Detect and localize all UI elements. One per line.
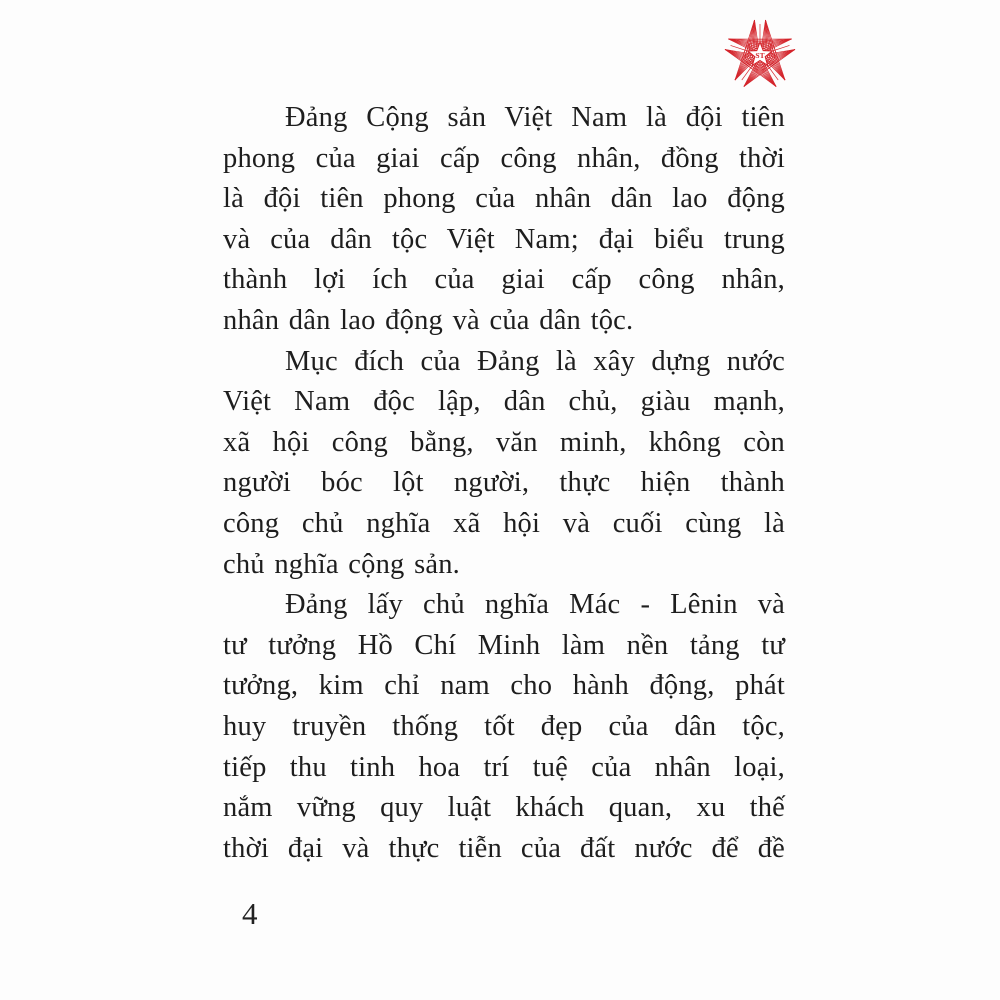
text-line: chủ nghĩa cộng sản. bbox=[223, 548, 460, 580]
text-line: Việt Nam độc lập, dân chủ, giàu mạnh, bbox=[223, 386, 785, 418]
text-line: phong của giai cấp công nhân, đồng thời bbox=[223, 142, 785, 174]
text-line: người bóc lột người, thực hiện thành bbox=[223, 467, 785, 499]
text-line: và của dân tộc Việt Nam; đại biểu trung bbox=[223, 223, 785, 255]
publisher-monogram: ST bbox=[755, 50, 765, 60]
text-line: tư tưởng Hồ Chí Minh làm nền tảng tư bbox=[223, 629, 785, 661]
text-line: nhân dân lao động và của dân tộc. bbox=[223, 304, 634, 336]
page-number: 4 bbox=[242, 896, 258, 931]
text-line: thời đại và thực tiễn của đất nước để đề bbox=[223, 832, 785, 864]
star-rays-icon bbox=[719, 14, 801, 96]
publisher-logo bbox=[719, 14, 801, 96]
text-line: tưởng, kim chỉ nam cho hành động, phát bbox=[223, 670, 785, 702]
text-line: là đội tiên phong của nhân dân lao động bbox=[223, 183, 785, 215]
text-line: Đảng Cộng sản Việt Nam là đội tiên bbox=[285, 102, 785, 133]
text-line: Mục đích của Đảng là xây dựng nước bbox=[285, 345, 785, 377]
text-line: thành lợi ích của giai cấp công nhân, bbox=[223, 264, 785, 296]
paragraph bbox=[223, 585, 785, 869]
text-line: Đảng lấy chủ nghĩa Mác - Lênin và bbox=[285, 589, 785, 621]
text-line: tiếp thu tinh hoa trí tuệ của nhân loại, bbox=[223, 751, 785, 783]
page-text bbox=[223, 98, 785, 869]
text-line: nắm vững quy luật khách quan, xu thế bbox=[223, 792, 785, 824]
text-line: công chủ nghĩa xã hội và cuối cùng là bbox=[223, 507, 785, 539]
text-line: xã hội công bằng, văn minh, không còn bbox=[223, 426, 785, 458]
paragraph bbox=[223, 342, 785, 586]
text-line: huy truyền thống tốt đẹp của dân tộc, bbox=[223, 710, 785, 742]
paragraph bbox=[223, 98, 785, 342]
